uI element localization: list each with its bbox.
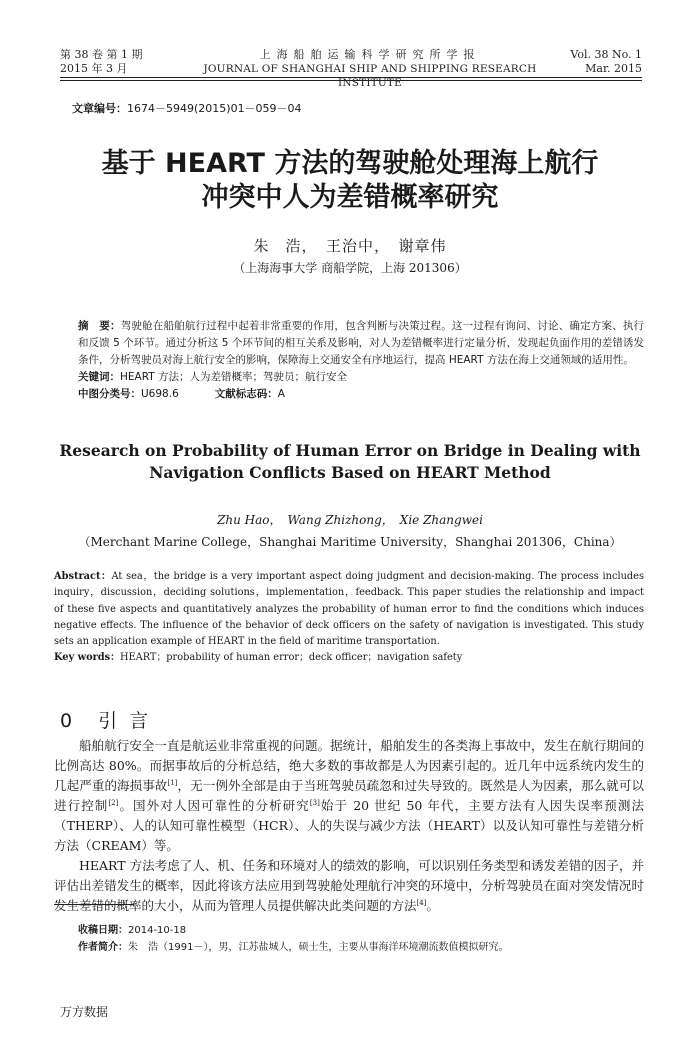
title-cn-line2: 冲突中人为差错概率研究 [201, 182, 499, 213]
running-header-right [560, 48, 642, 76]
keywords-cn-label: 关键词： [78, 371, 120, 383]
abstract-en [54, 569, 644, 667]
body-p1-d: 始于 20 世纪 50 年代，主要方法有人因失误率预测法（THERP）、人的认知可靠性模型（HCR）、人的失误与减少方法（HEART）以及认知可靠性与差错分析方法（CREAM）等。 [54, 798, 644, 853]
publication-date-en: Mar. 2015 [585, 62, 642, 75]
received-value: 2014-10-18 [128, 925, 187, 936]
title-en [0, 440, 700, 484]
volume-issue-en: Vol. 38 No. 1 [570, 48, 642, 61]
section-heading [60, 706, 160, 733]
running-header-center [170, 48, 570, 90]
keywords-cn-text: HEART 方法；人为差错概率；驾驶员；航行安全 [120, 371, 347, 383]
author-bio-label: 作者简介： [78, 942, 128, 953]
publication-date: 2015 年 3 月 [60, 62, 128, 75]
article-number [72, 100, 302, 116]
footnote [78, 922, 644, 956]
header-rule-top [60, 77, 642, 78]
title-en-line1: Research on Probability of Human Error on Bridge in Dealing with [59, 441, 641, 460]
affiliation-en: （Merchant Marine College，Shanghai Maritime University，Shanghai 201306，China） [78, 535, 622, 549]
body-paragraph-2 [54, 856, 644, 916]
section-number: 0 [60, 710, 85, 732]
received-date [78, 922, 644, 939]
abstract-cn-body [78, 318, 644, 369]
abstract-cn [78, 318, 644, 403]
abstract-en-text: At sea，the bridge is a very important aspect doing judgment and decision-making. The process includes inquiry，discussion，deciding solutions，implementation，feedback. This paper studies the relationship and impact of these five aspects and quantitatively analyzes the probability of human error to find the conditions which induces negative effects. The influence of the behavior of deck officers on the safety of navigation is investigated. This study sets an application example of HEART in the field of maritime transportation. [54, 571, 644, 648]
running-header-left [60, 48, 180, 76]
keywords-en-label: Key words： [54, 652, 120, 664]
clc-value: U698.6 [141, 388, 179, 400]
volume-issue: 第 38 卷 第 1 期 [60, 48, 143, 61]
body-paragraph-1 [54, 736, 644, 856]
doc-code-label: 文献标志码： [214, 388, 278, 400]
abstract-cn-text: 驾驶舱在船舶航行过程中起着非常重要的作用，包含判断与决策过程。这一过程有询问、讨论、确定方案、执行和反馈 5 个环节。通过分析这 5 个环节间的相互关系及影响，对人为差错概率进行定量分析，发现起负面作用的差错诱发条件，分析驾驶员对海上航行安全的影响，保障海上交通安全有序地运行，提高 HEART 方法在海上交通领域的适用性。 [78, 320, 645, 366]
footnote-rule [54, 904, 134, 905]
keywords-en-text: HEART；probability of human error；deck officer；navigation safety [119, 652, 463, 664]
journal-name-cn: 上海船舶运输科学研究所学报 [259, 48, 481, 61]
body-p2-a: HEART 方法考虑了人、机、任务和环境对人的绩效的影响，可以识别任务类型和诱发差错的因子，并评估出差错发生的概率，因此将该方法应用到驾驶舱处理航行冲突的环境中，分析驾驶员在面对突发情况时发生差错的概率的大小，从而为管理人员提供解决此类问题的方法 [54, 858, 644, 913]
header-rule-bottom [60, 80, 642, 81]
section-title: 引言 [98, 710, 161, 732]
author-bio [78, 939, 644, 956]
authors-cn: 朱 浩， 王治中， 谢章伟 [253, 237, 447, 255]
article-number-label: 文章编号： [72, 102, 127, 115]
citation-2: [2] [108, 798, 119, 807]
keywords-cn [78, 369, 644, 386]
abstract-en-body [54, 569, 644, 650]
keywords-en [54, 650, 644, 666]
author-bio-text: 朱 浩（1991－），男，江苏盐城人，硕士生，主要从事海洋环境潮流数值模拟研究。 [128, 942, 509, 953]
body-p2-b: 。 [426, 898, 439, 913]
abstract-en-label: Abstract： [54, 571, 112, 582]
title-en-line2: Navigation Conflicts Based on HEART Method [149, 463, 551, 482]
received-label: 收稿日期： [78, 925, 128, 936]
article-number-value: 1674－5949(2015)01－059－04 [127, 102, 302, 115]
body-p1-a: 船舶航行安全一直是航运业非常重视的问题。据统计，船舶发生的各类海上事故中，发生在航行期间的比例高达 80%。而据事故后的分析总结，绝大多数的事故都是人为因素引起的。近几年中远系统内发生的几起严重的海损事故 [54, 738, 644, 793]
clc-label: 中图分类号： [78, 388, 141, 400]
body-p1-c: 。国外对人因可靠性的分析研究 [118, 798, 310, 813]
body-text [54, 736, 644, 916]
authors-en: Zhu Hao， Wang Zhizhong， Xie Zhangwei [217, 513, 483, 527]
watermark: 万方数据 [60, 1005, 109, 1019]
citation-3: [3] [309, 798, 320, 807]
abstract-cn-label: 摘 要： [78, 320, 121, 332]
citation-4: [4] [416, 898, 427, 907]
citation-1: [1] [167, 778, 178, 787]
journal-name-en: JOURNAL OF SHANGHAI SHIP AND SHIPPING RESEARCH INSTITUTE [203, 63, 537, 89]
doc-code-value: A [277, 388, 285, 400]
affiliation-cn: （上海海事大学 商船学院，上海 201306） [233, 261, 467, 275]
classification-line [78, 386, 644, 403]
body-p1-b: ，无一例外全部是由于当班驾驶员疏忽和过失导致的。既然是人为因素，那么就可以进行控制 [54, 778, 644, 813]
title-cn-line1: 基于 HEART 方法的驾驶舱处理海上航行 [101, 148, 599, 179]
